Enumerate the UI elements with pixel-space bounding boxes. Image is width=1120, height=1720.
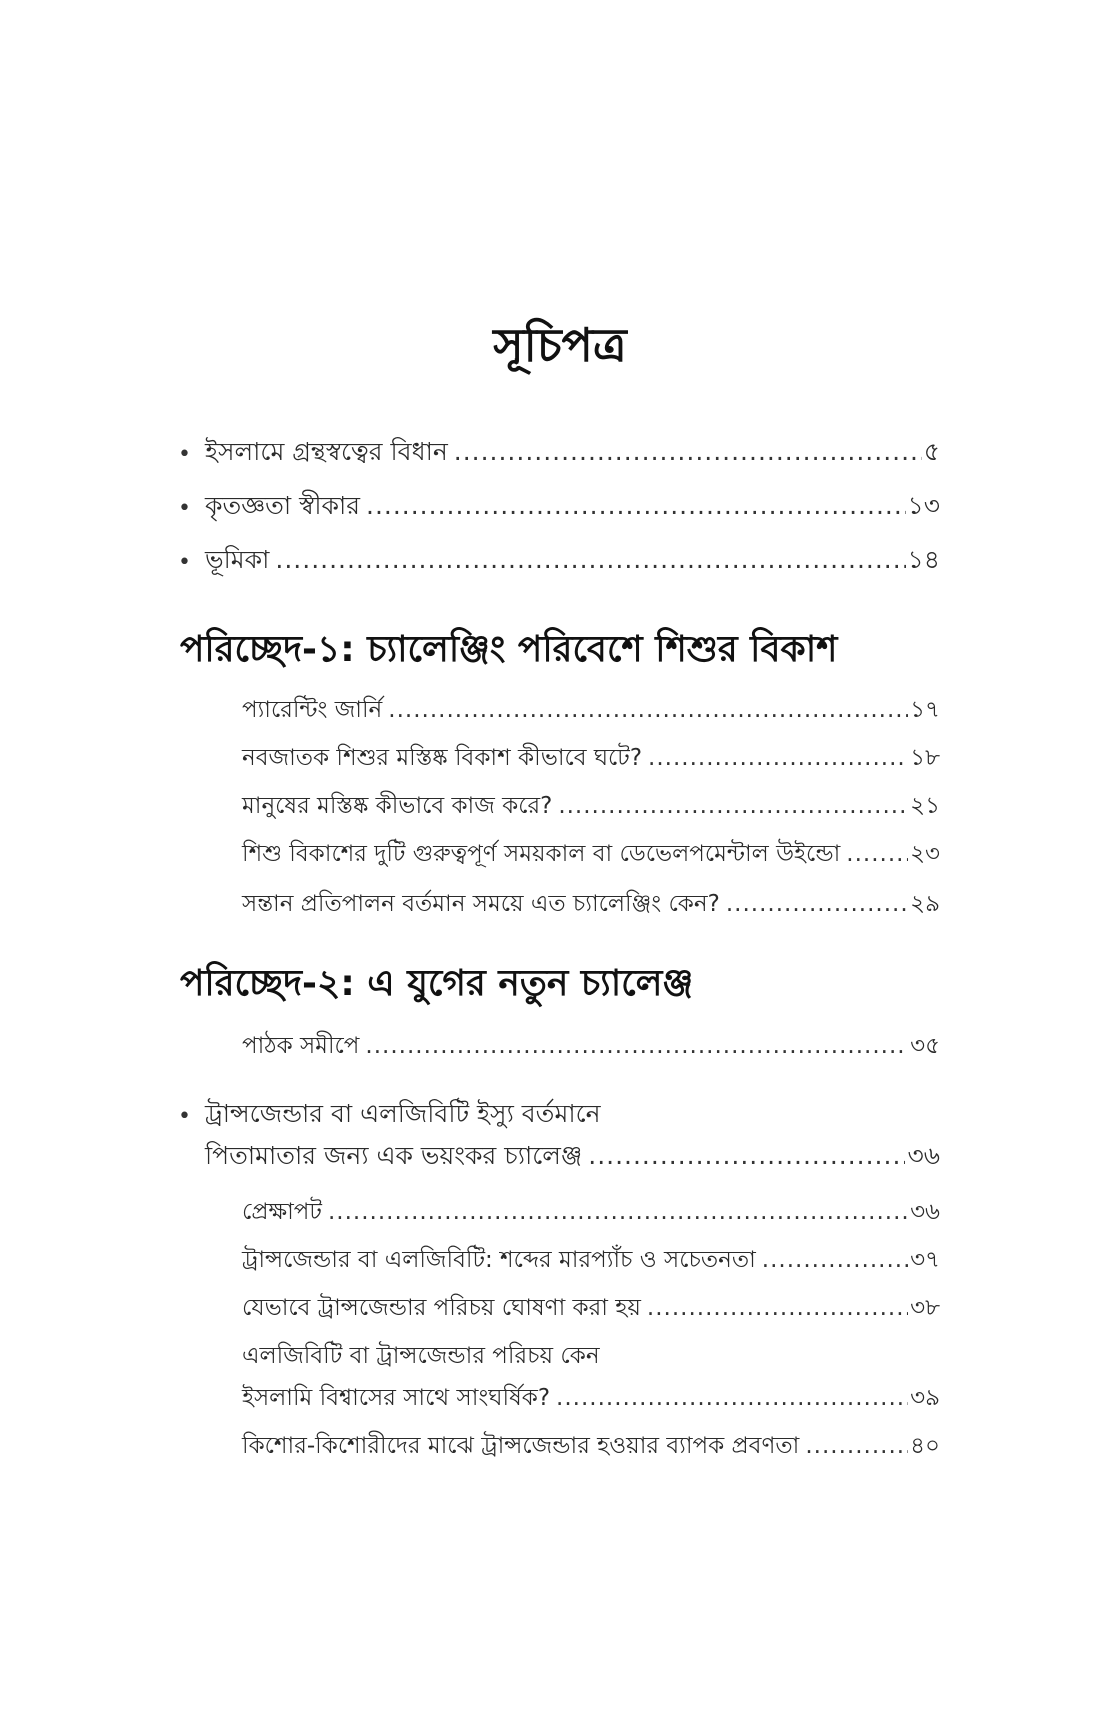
toc-entry-label: পিতামাতার জন্য এক ভয়ংকর চ্যালেঞ্জ: [205, 1141, 583, 1170]
bullet-icon: •: [178, 442, 191, 467]
toc-entry-label: ইসলামে গ্রন্থস্বত্বের বিধান: [205, 437, 448, 466]
toc-entry-label: নবজাতক শিশুর মস্তিষ্ক বিকাশ কীভাবে ঘটে?: [242, 745, 643, 771]
toc-entry[interactable]: [242, 696, 940, 726]
toc-entry-label: ইসলামি বিশ্বাসের সাথে সাংঘর্ষিক?: [242, 1385, 551, 1411]
chapter-2-heading[interactable]: পরিচ্ছেদ-২: এ যুগের নতুন চ্যালেঞ্জ: [180, 963, 694, 1004]
toc-entry[interactable]: [205, 544, 940, 577]
toc-entry-page: ৩৮: [910, 1295, 940, 1321]
toc-entry-page: ৩৭: [910, 1247, 940, 1273]
dot-leader: [556, 1384, 908, 1414]
toc-entry-page: ৩৫: [910, 1033, 940, 1059]
dot-leader: [762, 1246, 908, 1276]
toc-entry[interactable]: [205, 436, 940, 469]
dot-leader: [366, 490, 906, 523]
toc-entry-label: সন্তান প্রতিপালন বর্তমান সময়ে এত চ্যালেঞ্জিং কেন?: [242, 891, 720, 917]
toc-entry-label: ট্রান্সজেন্ডার বা এলজিবিটি: শব্দের মারপ্যাঁচ ও সচেতনতা: [242, 1247, 756, 1273]
toc-entry-page: ১৪: [907, 545, 940, 574]
toc-entry-label: ভূমিকা: [205, 545, 270, 574]
dot-leader: [648, 744, 908, 774]
toc-entry-page: ২১: [910, 793, 940, 819]
toc-entry-page: ১৩: [907, 491, 940, 520]
toc-entry-label: পাঠক সমীপে: [242, 1033, 360, 1059]
toc-entry-label: কৃতজ্ঞতা স্বীকার: [205, 491, 360, 520]
dot-leader: [588, 1140, 905, 1173]
dot-leader: [726, 890, 908, 920]
toc-entry[interactable]: [242, 1294, 940, 1324]
toc-entry-label: যেভাবে ট্রান্সজেন্ডার পরিচয় ঘোষণা করা হয়: [242, 1295, 641, 1321]
toc-entry-label: মানুষের মস্তিষ্ক কীভাবে কাজ করে?: [242, 793, 553, 819]
toc-entry-page: ১৭: [910, 697, 940, 723]
bullet-icon: •: [178, 550, 191, 575]
section-title-line-1: ট্রান্সজেন্ডার বা এলজিবিটি ইস্যু বর্তমানে: [205, 1099, 601, 1128]
dot-leader: [365, 1032, 908, 1062]
toc-entry[interactable]: [242, 840, 940, 870]
toc-entry[interactable]: [242, 1032, 940, 1062]
toc-entry-label: প্যারেন্টিং জার্নি: [242, 697, 383, 723]
toc-entry-page: ৩৯: [910, 1385, 940, 1411]
toc-entry-page: ৪০: [910, 1433, 940, 1459]
dot-leader: [805, 1432, 908, 1462]
bullet-icon: •: [178, 496, 191, 521]
dot-leader: [558, 792, 908, 822]
dot-leader: [454, 436, 922, 469]
chapter-1-heading[interactable]: পরিচ্ছেদ-১: চ্যালেঞ্জিং পরিবেশে শিশুর বিকাশ: [180, 629, 838, 670]
toc-entry-label: প্রেক্ষাপট: [242, 1199, 322, 1225]
toc-entry[interactable]: [205, 1140, 940, 1173]
toc-entry-page: ১৮: [910, 745, 940, 771]
page-title: সূচিপত্র: [493, 318, 627, 372]
dot-leader: [846, 840, 908, 870]
toc-entry[interactable]: [242, 1432, 940, 1462]
toc-entry-page: ৩৬: [910, 1199, 940, 1225]
toc-entry[interactable]: [242, 1246, 940, 1276]
dot-leader: [647, 1294, 908, 1324]
toc-entry[interactable]: [242, 744, 940, 774]
toc-entry-line-1: এলজিবিটি বা ট্রান্সজেন্ডার পরিচয় কেন: [242, 1343, 600, 1369]
dot-leader: [388, 696, 908, 726]
toc-entry[interactable]: [205, 490, 940, 523]
toc-entry-page: ২৩: [910, 841, 940, 867]
toc-entry[interactable]: [242, 890, 940, 920]
toc-entry[interactable]: [242, 792, 940, 822]
toc-entry-page: ৫: [923, 437, 940, 466]
dot-leader: [275, 544, 905, 577]
toc-entry-label: কিশোর-কিশোরীদের মাঝে ট্রান্সজেন্ডার হওয়ার ব্যাপক প্রবণতা: [242, 1433, 800, 1459]
toc-entry[interactable]: [242, 1198, 940, 1228]
toc-entry-page: ২৯: [910, 891, 940, 917]
dot-leader: [328, 1198, 908, 1228]
bullet-icon: •: [178, 1104, 191, 1129]
toc-entry-page: ৩৬: [907, 1141, 940, 1170]
toc-entry-label: শিশু বিকাশের দুটি গুরুত্বপূর্ণ সময়কাল বা ডেভেলপমেন্টাল উইন্ডো: [242, 841, 841, 867]
toc-entry[interactable]: [242, 1384, 940, 1414]
